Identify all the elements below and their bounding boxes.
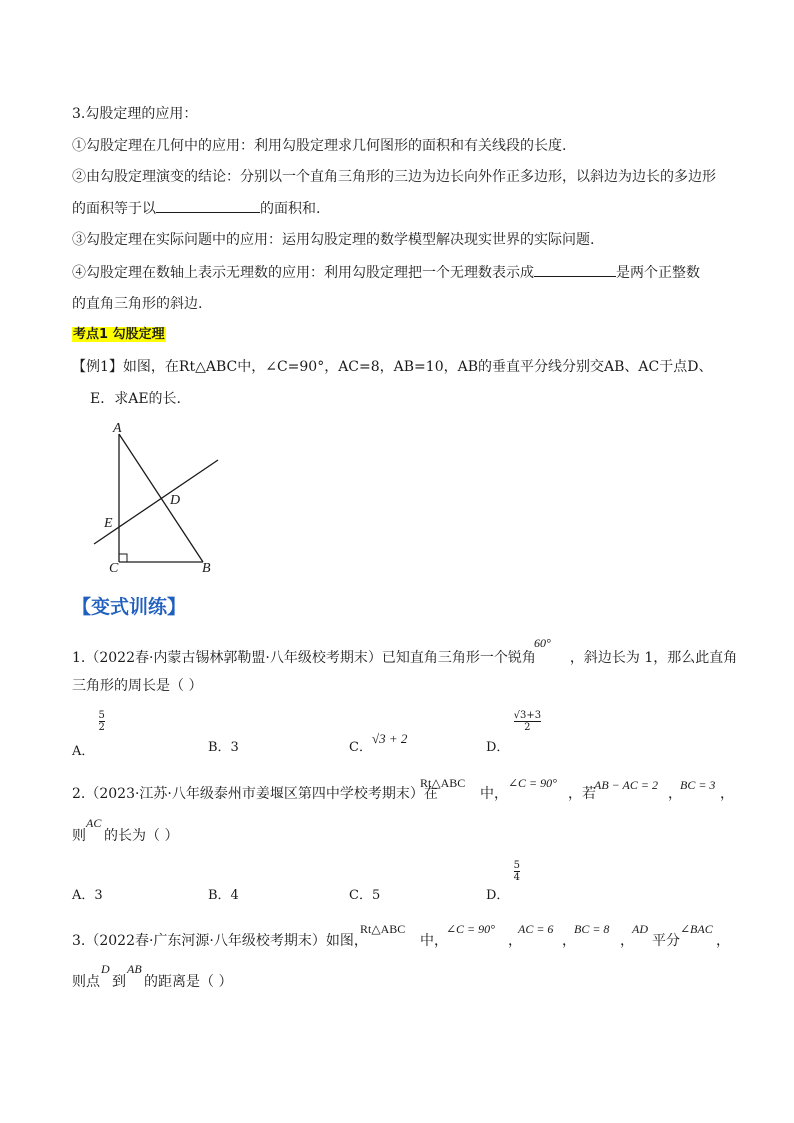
q2-angle: ∠C = 90° (508, 776, 557, 790)
kaodian-label: 考点1 勾股定理 (73, 327, 165, 342)
q3-ac: AC = 6 (518, 922, 554, 936)
q1-option-d[interactable]: D． $\frac{√3+3}{2}$ (486, 710, 542, 755)
section3-item4-pre: ④勾股定理在数轴上表示无理数的应用：利用勾股定理把一个无理数表示成 (72, 265, 534, 281)
section3-item1: ①勾股定理在几何中的应用：利用勾股定理求几何图形的面积和有关线段的长度. (72, 138, 567, 154)
section3-item4-line1 (72, 262, 700, 283)
q3-rt: Rt△ABC (360, 922, 406, 936)
q3-d: D (101, 962, 110, 976)
section3-item2-pre: 的面积等于以 (72, 201, 156, 217)
right-angle-mark (119, 554, 127, 562)
q3-line1: 3.（2022春·广东河源·八年级校考期末）如图， (72, 933, 368, 949)
q2-option-a[interactable]: A．3 (72, 888, 103, 903)
q2-line2: 则 的长为（ ） (72, 828, 179, 844)
example1-line2: E．求AE的长. (90, 391, 181, 407)
section3-item4-post: 是两个正整数 (616, 265, 700, 281)
q1-option-a[interactable]: A． $\frac{5}{2}$ (72, 710, 105, 759)
q1-line1 (72, 648, 737, 668)
q2-line1 (72, 784, 438, 804)
q2-bc: BC = 3 (680, 778, 716, 792)
label-c: C (109, 561, 119, 576)
q3-ad: AD (632, 922, 648, 936)
q2-ac: AC (86, 816, 102, 830)
q2-option-b[interactable]: B．4 (208, 888, 239, 903)
section3-item4-line2: 的直角三角形的斜边. (72, 296, 203, 312)
perpendicular-bisector (94, 460, 218, 544)
label-b: B (202, 561, 211, 576)
kaodian-tag (72, 324, 166, 345)
label-a: A (113, 421, 122, 436)
fill-blank-1[interactable] (156, 198, 260, 213)
q2-option-d-fraction: $\frac{5}{4}$ (513, 860, 520, 883)
q2-option-c[interactable]: C．5 (349, 888, 381, 903)
q1-text-b: ，斜边长为 1，那么此直角 (569, 650, 738, 666)
q3-bac: ∠BAC (680, 922, 713, 936)
q1-option-a-fraction: $\frac{5}{2}$ (98, 710, 105, 733)
label-e: E (104, 516, 113, 531)
q1-angle: 60° (534, 636, 551, 650)
q2-text-a: 2.（2023·江苏·八年级泰州市姜堰区第四中学校考期末）在 (72, 786, 438, 802)
section3-item2-line2 (72, 198, 320, 219)
example1-line1: 【例1】如图，在Rt△ABC中，∠C=90°，AC=8，AB=10，AB的垂直平分线分别交AB、AC于点D、 (72, 359, 713, 375)
section3-title: 3.勾股定理的应用： (72, 106, 198, 122)
q1-option-c-value: √3 + 2 (371, 731, 408, 746)
q3-angle: ∠C = 90° (446, 922, 495, 936)
q3-line2: 则点 到 的距离是（ ） (72, 974, 233, 990)
q2-option-d[interactable]: D． $\frac{5}{4}$ (486, 860, 520, 903)
q3-ab: AB (127, 962, 142, 976)
q3-bc: BC = 8 (574, 922, 610, 936)
q1-option-d-fraction: $\frac{√3+3}{2}$ (513, 710, 542, 733)
q2-rt: Rt△ABC (420, 776, 466, 790)
section3-item2-line1: ②由勾股定理演变的结论：分别以一个直角三角形的三边为边长向外作正多边形，以斜边为边长的多边形 (72, 169, 716, 185)
q1-option-c[interactable]: C．√3 + 2 (349, 731, 408, 755)
q2-condition: AB − AC = 2 (594, 778, 658, 792)
q1-line2: 三角形的周长是（ ） (72, 678, 203, 694)
q1-option-b[interactable]: B．3 (208, 740, 239, 755)
label-d: D (170, 493, 181, 508)
section3-item2-post: 的面积和. (260, 201, 321, 217)
triangle-figure (92, 416, 232, 586)
q1-text-a: 1.（2022春·内蒙古锡林郭勒盟·八年级校考期末）已知直角三角形一个锐角 (72, 650, 536, 666)
training-heading: 【变式训练】 (72, 596, 187, 618)
section3-item3: ③勾股定理在实际问题中的应用：运用勾股定理的数学模型解决现实世界的实际问题. (72, 232, 595, 248)
fill-blank-2[interactable] (534, 262, 616, 277)
